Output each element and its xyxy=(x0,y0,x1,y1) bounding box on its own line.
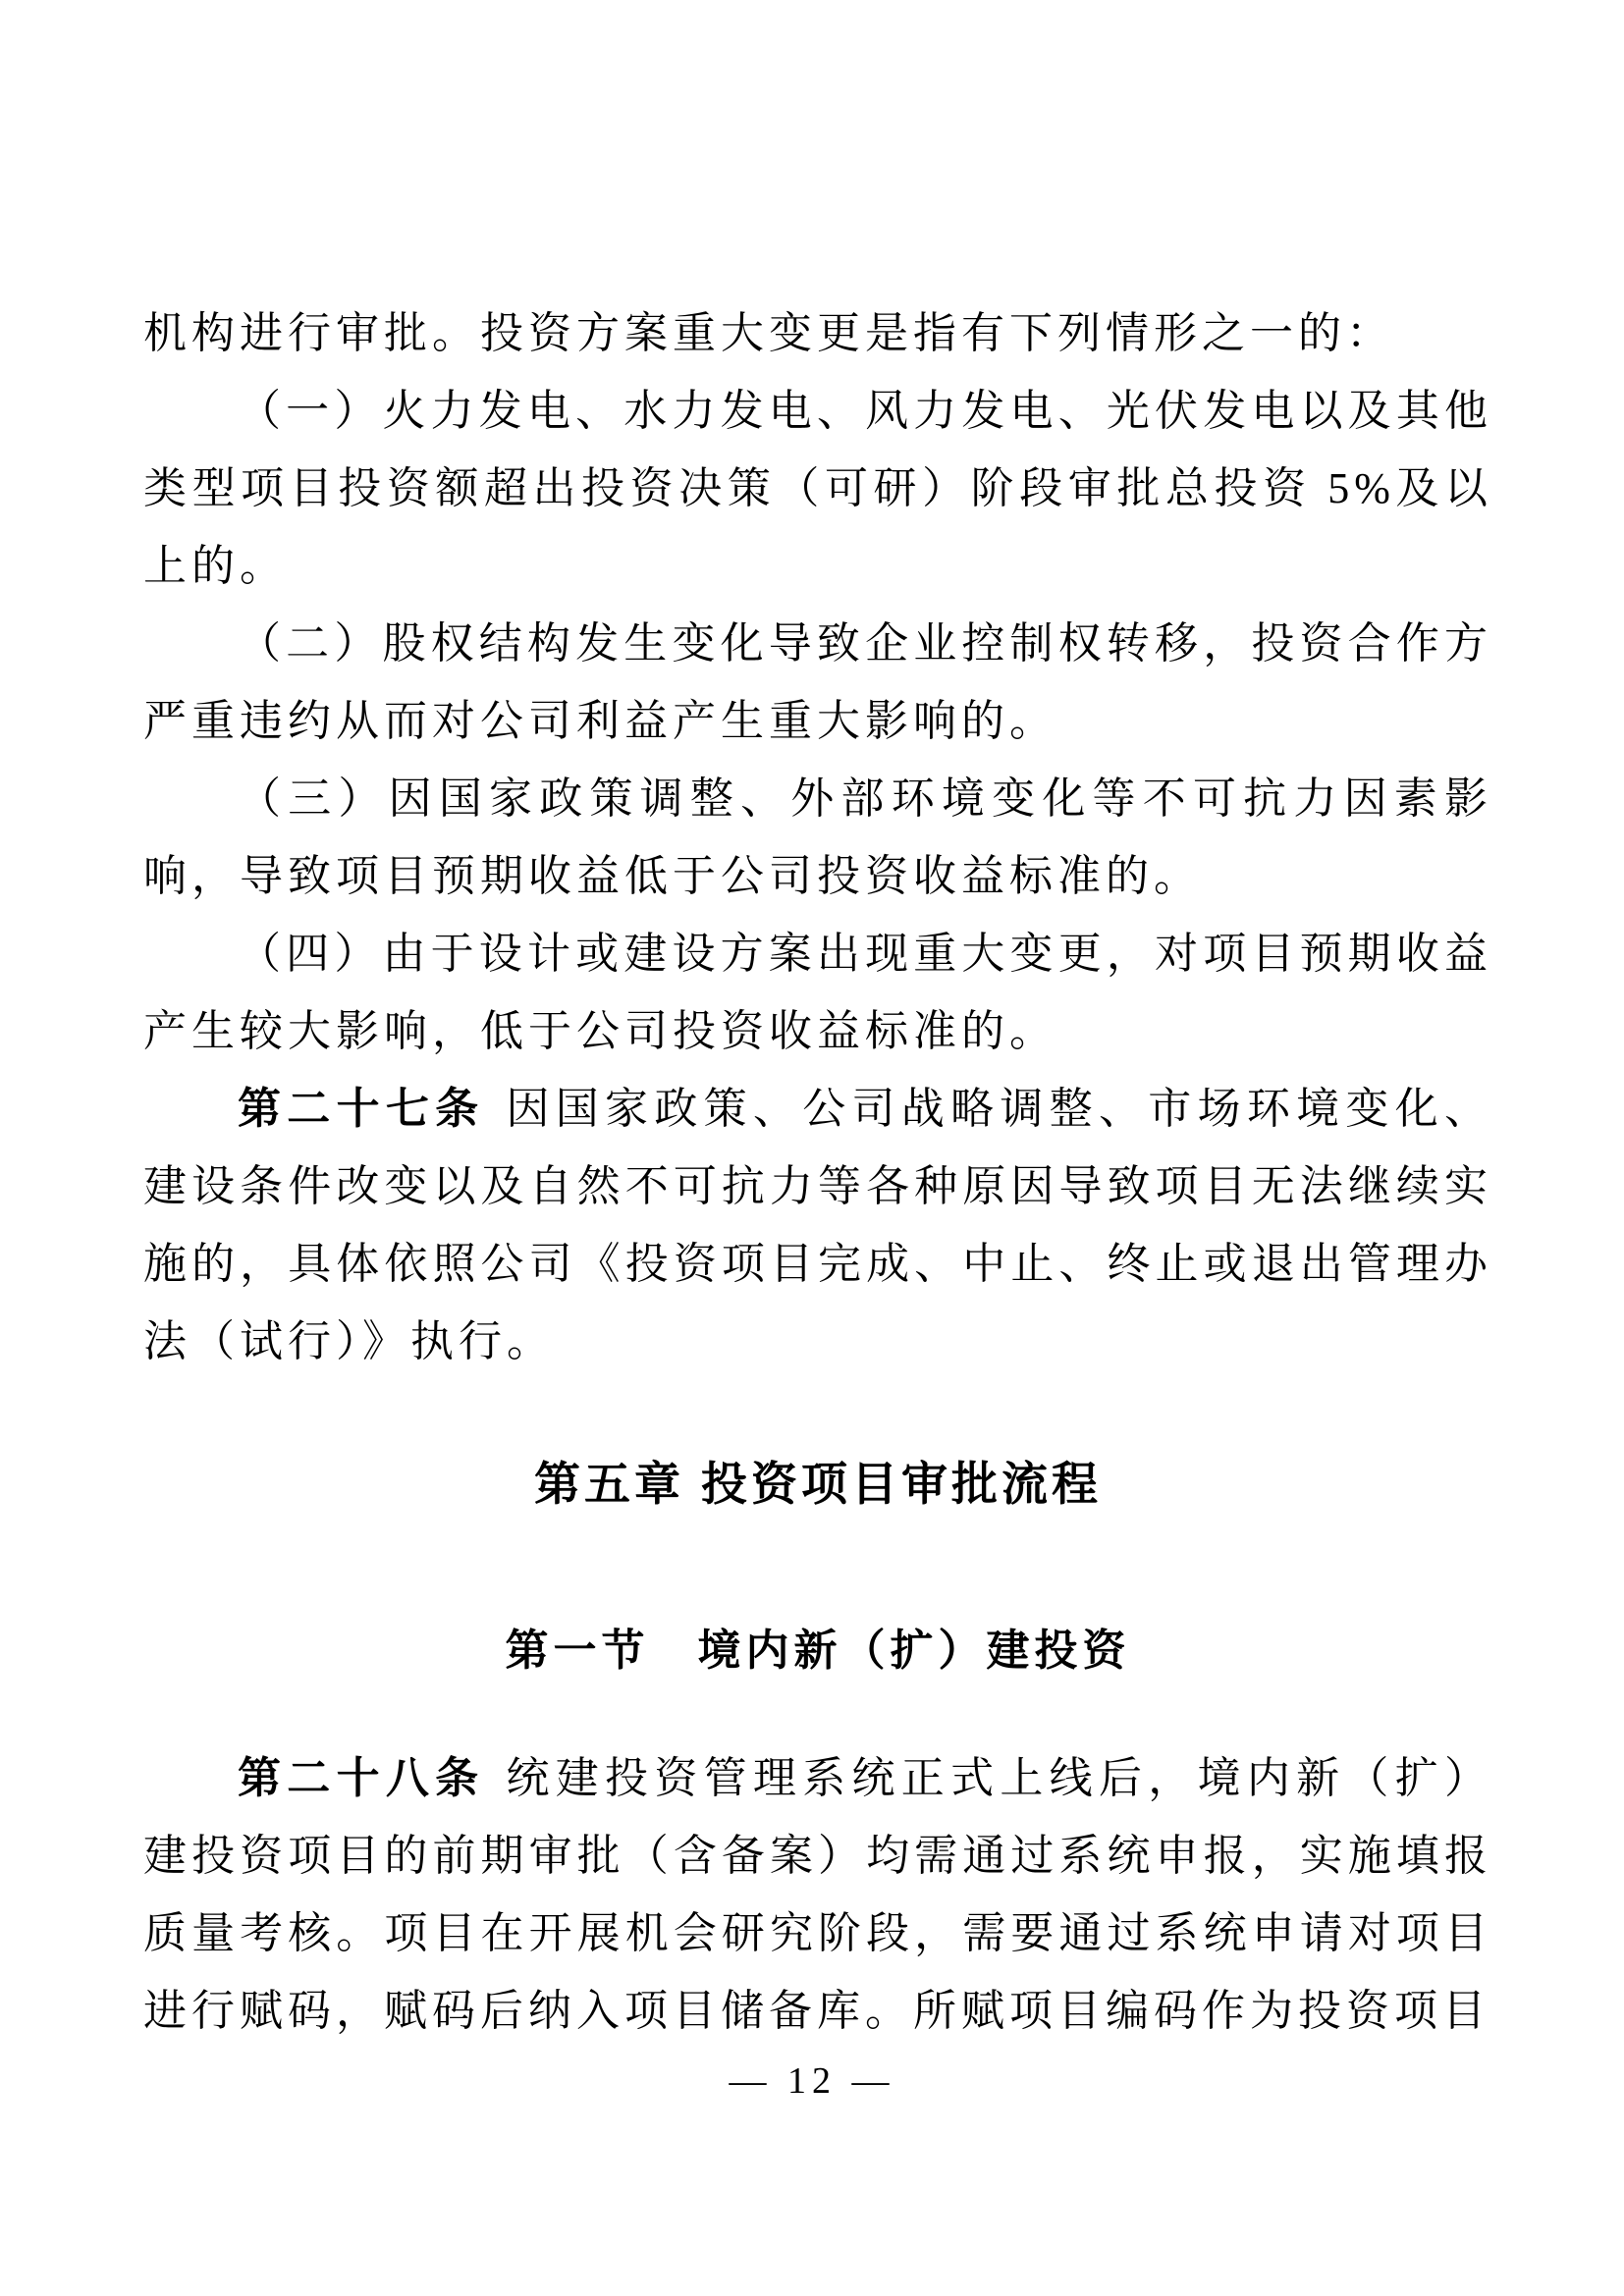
article-27-number: 第二十七条 xyxy=(238,1085,485,1133)
article-28-number: 第二十八条 xyxy=(238,1754,485,1802)
article-27-text: 因国家政策、公司战略调整、市场环境变化、建设条件改变以及自然不可抗力等各种原因导致项目无法继续实施的，具体依照公司《投资项目完成、中止、终止或退出管理办法（试行）》执行。 xyxy=(143,1085,1493,1365)
page-number: — 12 — xyxy=(729,2060,895,2102)
article-27-paragraph xyxy=(143,1070,1492,1380)
list-item-2: （二）股权结构发生变化导致企业控制权转移，投资合作方严重违约从而对公司利益产生重大影响的。 xyxy=(143,619,1492,745)
list-item-1: （一）火力发电、水力发电、风力发电、光伏发电以及其他类型项目投资额超出投资决策（可研）阶段审批总投资 5%及以上的。 xyxy=(143,387,1492,590)
document-body xyxy=(143,294,1492,2050)
list-item-4: （四）由于设计或建设方案出现重大变更，对项目预期收益产生较大影响，低于公司投资收益标准的。 xyxy=(143,930,1492,1055)
section-heading: 第一节 境内新（扩）建投资 xyxy=(505,1627,1131,1675)
article-28-text: 统建投资管理系统正式上线后，境内新（扩）建投资项目的前期审批（含备案）均需通过系统申报，实施填报质量考核。项目在开展机会研究阶段，需要通过系统申请对项目进行赋码，赋码后纳入项目储备库。所赋项目编码作为投资项目 xyxy=(143,1754,1493,2035)
list-item-3: （三）因国家政策调整、外部环境变化等不可抗力因素影响，导致项目预期收益低于公司投资收益标准的。 xyxy=(143,774,1492,900)
chapter-heading: 第五章 投资项目审批流程 xyxy=(533,1458,1103,1510)
paragraph-intro: 机构进行审批。投资方案重大变更是指有下列情形之一的： xyxy=(143,309,1394,357)
article-28-paragraph xyxy=(143,1739,1492,2050)
